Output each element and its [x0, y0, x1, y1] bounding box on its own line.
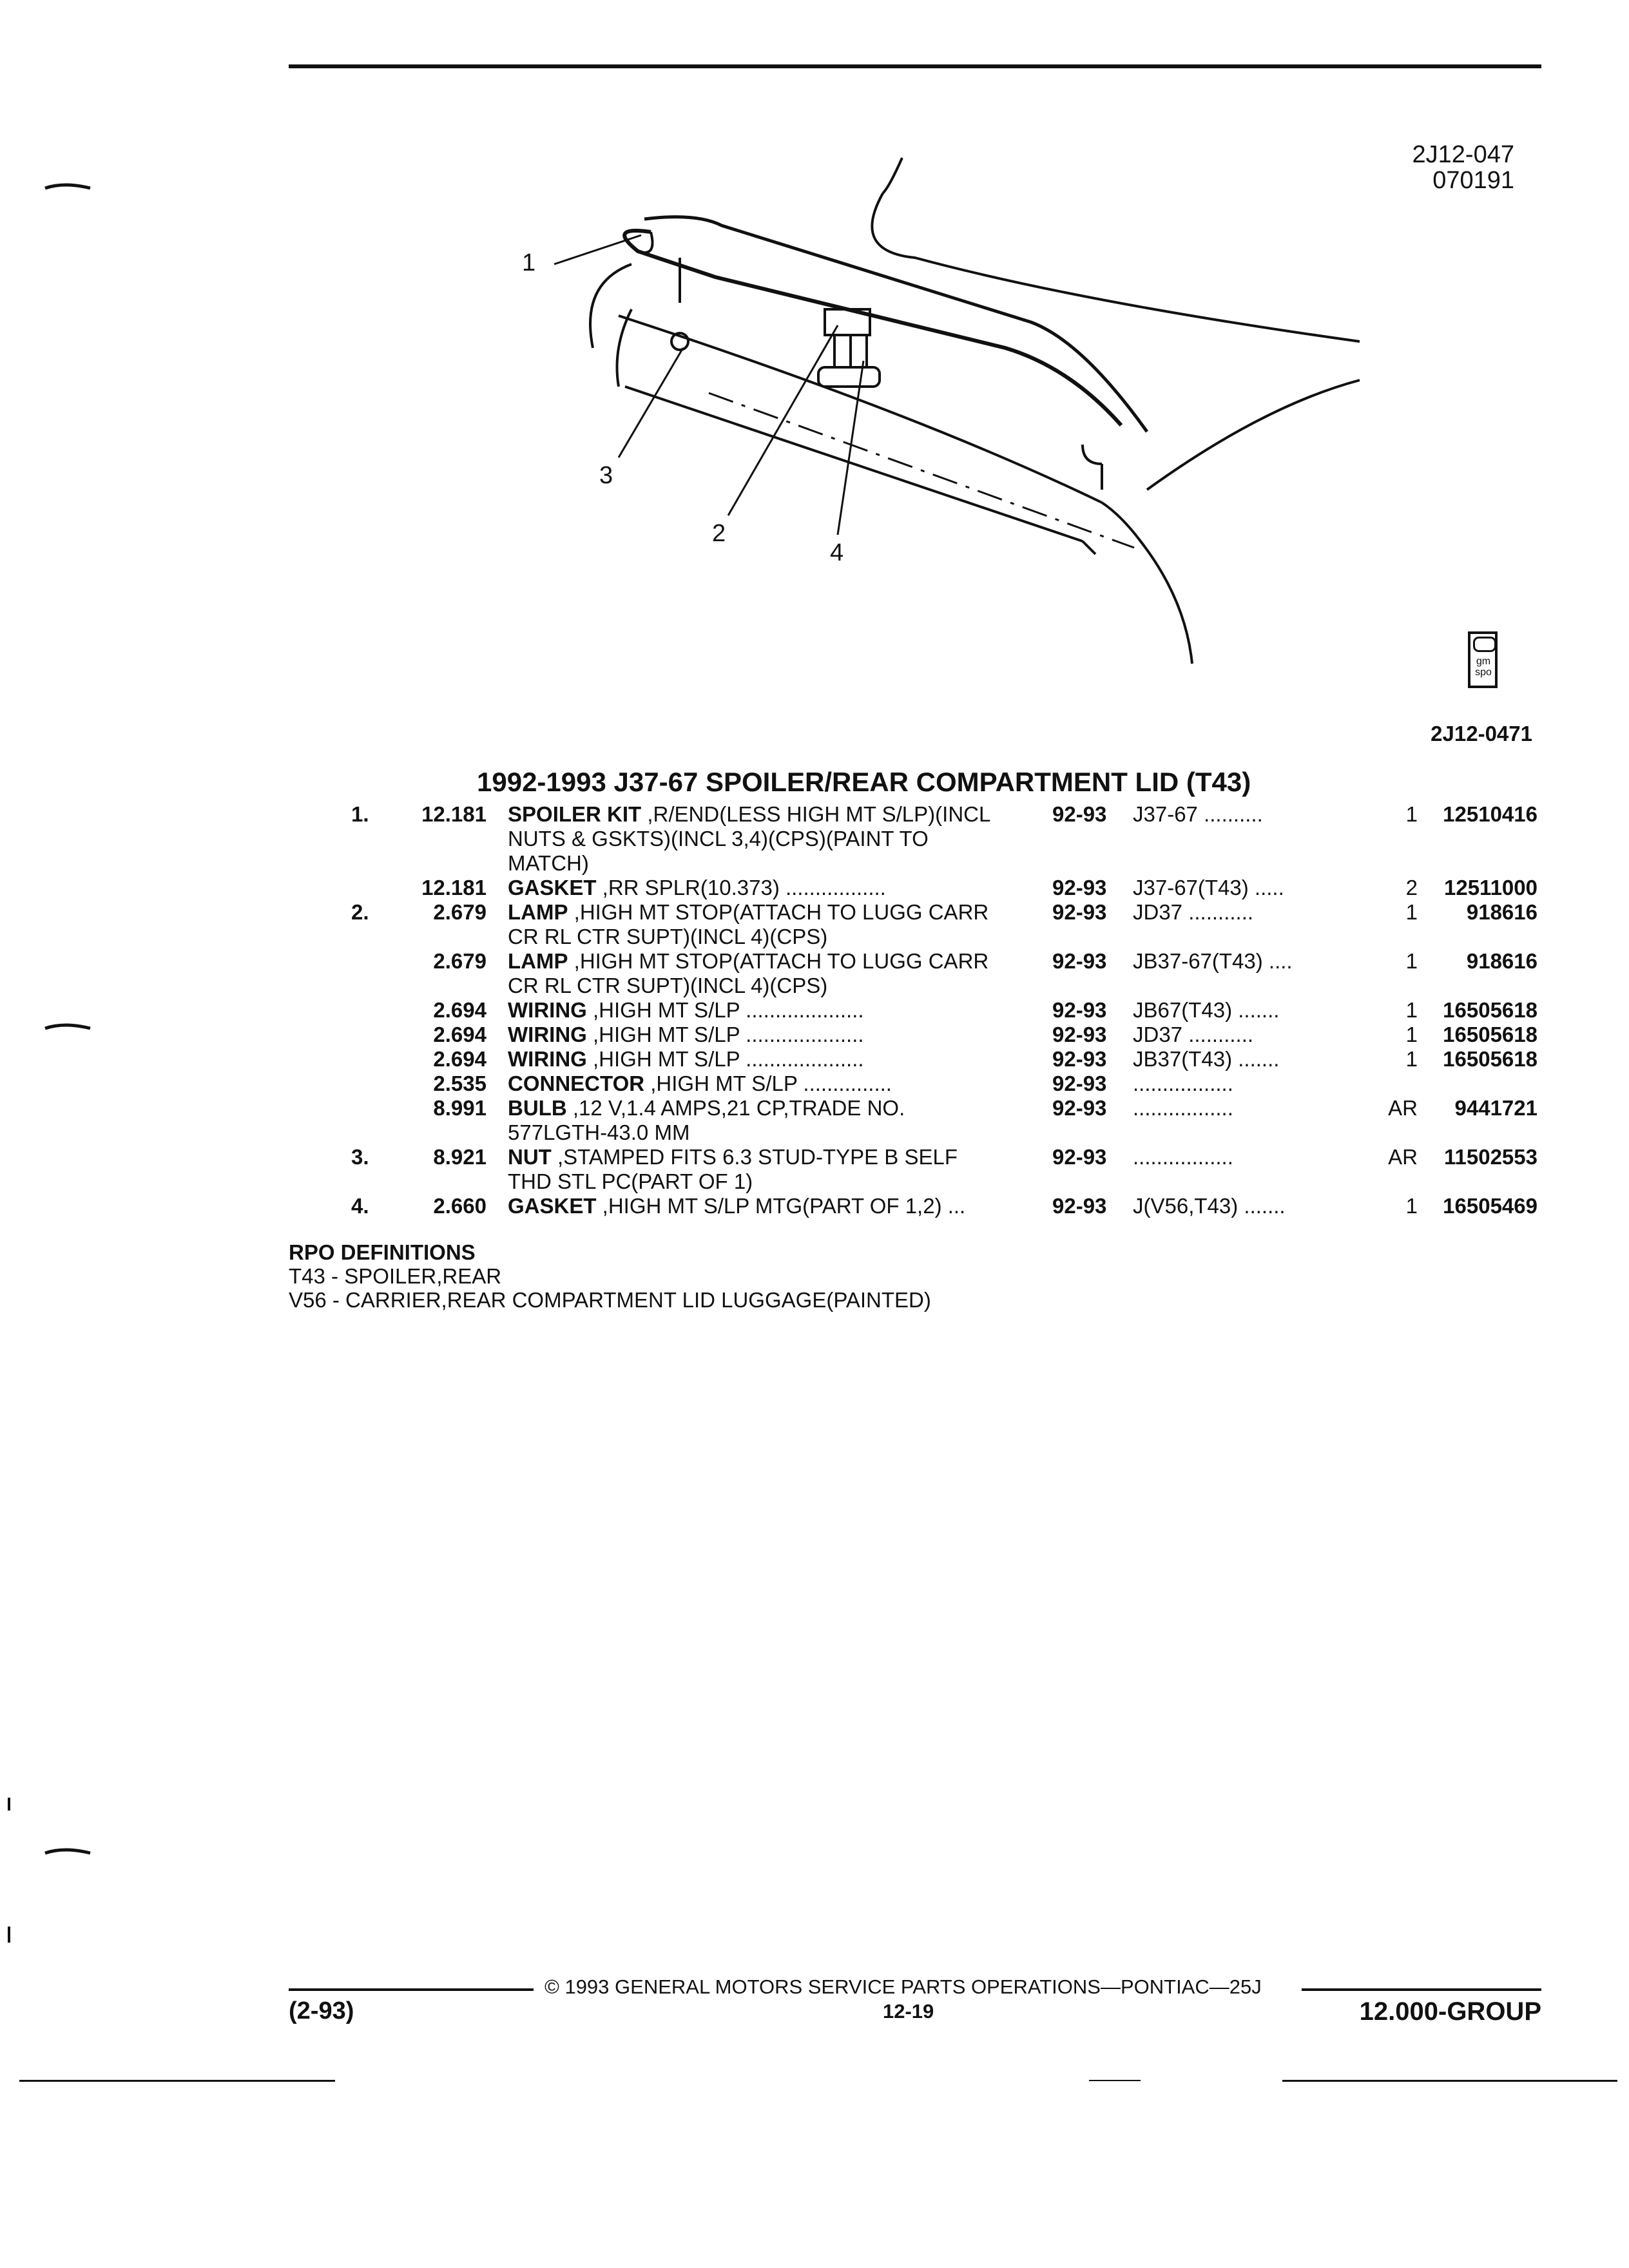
years: 92-93 — [1052, 1145, 1107, 1169]
models: JB67(T43) ....... — [1133, 998, 1280, 1022]
models: ................. — [1133, 1145, 1233, 1169]
group-label: 12.000-GROUP — [1359, 1997, 1541, 2026]
illustration-code-line2: 070191 — [1432, 167, 1514, 194]
group-number: 2.660 — [433, 1194, 487, 1218]
table-row — [0, 949, 1547, 974]
footer-rule-right — [1302, 1988, 1541, 1991]
callout-1: 1 — [522, 249, 536, 276]
part-desc: ,STAMPED FITS 6.3 STUD-TYPE B SELF — [551, 1145, 958, 1169]
quantity: 1 — [1405, 900, 1418, 924]
group-number: 2.535 — [433, 1072, 487, 1095]
section-title: 1992-1993 J37-67 SPOILER/REAR COMPARTMENT LID (T43) — [477, 767, 1251, 797]
description — [508, 900, 988, 925]
part-desc: ,HIGH MT S/LP .................... — [586, 998, 864, 1022]
group-number: 12.181 — [421, 876, 487, 899]
part-name: LAMP — [508, 900, 568, 924]
years: 92-93 — [1052, 1047, 1107, 1071]
rpo-line: T43 - SPOILER,REAR — [289, 1264, 502, 1288]
part-desc: ,HIGH MT S/LP .................... — [586, 1023, 864, 1046]
group-number: 2.679 — [433, 949, 487, 973]
description-continued: CR RL CTR SUPT)(INCL 4)(CPS) — [508, 925, 828, 948]
models: ................. — [1133, 1072, 1233, 1095]
table-row — [0, 802, 1547, 827]
page-number: 12-19 — [883, 2000, 934, 2023]
part-desc: ,RR SPLR(10.373) ................. — [596, 876, 886, 899]
description — [508, 1047, 864, 1072]
description-continued: THD STL PC(PART OF 1) — [508, 1169, 753, 1193]
ref-number: 3. — [351, 1145, 369, 1169]
group-number: 12.181 — [421, 802, 487, 826]
table-row — [0, 1096, 1547, 1120]
group-number: 8.991 — [433, 1096, 487, 1120]
callout-4: 4 — [830, 539, 844, 566]
copyright: © 1993 GENERAL MOTORS SERVICE PARTS OPERATIONS—PONTIAC—25J — [545, 1975, 1262, 1998]
revision-date: (2-93) — [289, 1997, 354, 2024]
quantity: 1 — [1405, 1023, 1418, 1046]
quantity: 2 — [1405, 876, 1418, 899]
description — [508, 1194, 965, 1218]
years: 92-93 — [1052, 998, 1107, 1022]
part-number: 918616 — [1466, 900, 1537, 924]
part-number: 16505469 — [1443, 1194, 1537, 1218]
part-desc: ,HIGH MT S/LP .................... — [586, 1047, 864, 1071]
table-row — [0, 998, 1547, 1023]
group-number: 2.694 — [433, 1047, 487, 1071]
description — [508, 876, 886, 900]
rpo-heading: RPO DEFINITIONS — [289, 1240, 476, 1264]
part-name: LAMP — [508, 949, 568, 973]
scan-line-mid — [1089, 2080, 1141, 2081]
models: ................. — [1133, 1096, 1233, 1120]
ref-number: 4. — [351, 1194, 369, 1218]
part-number: 16505618 — [1443, 1047, 1537, 1071]
models: JB37(T43) ....... — [1133, 1047, 1280, 1071]
callout-3: 3 — [599, 462, 613, 489]
description — [508, 949, 988, 974]
part-number: 16505618 — [1443, 1023, 1537, 1046]
table-row — [0, 876, 1547, 900]
illustration-code-line1: 2J12-047 — [1412, 141, 1514, 168]
table-row — [0, 1145, 1547, 1169]
table-row — [0, 1072, 1547, 1096]
quantity: AR — [1388, 1145, 1418, 1169]
description — [508, 1072, 892, 1096]
part-number: 16505618 — [1443, 998, 1537, 1022]
description — [508, 1145, 958, 1169]
part-name: GASKET — [508, 876, 597, 899]
table-row — [0, 1047, 1547, 1072]
part-desc: ,HIGH MT STOP(ATTACH TO LUGG CARR — [568, 900, 989, 924]
figure-code: 2J12-0471 — [1431, 722, 1532, 745]
part-name: BULB — [508, 1096, 567, 1120]
part-number: 12510416 — [1443, 802, 1537, 826]
ref-number: 2. — [351, 900, 369, 924]
years: 92-93 — [1052, 949, 1107, 973]
ref-number: 1. — [351, 802, 369, 826]
years: 92-93 — [1052, 876, 1107, 899]
part-desc: ,12 V,1.4 AMPS,21 CP,TRADE NO. — [566, 1096, 905, 1120]
years: 92-93 — [1052, 900, 1107, 924]
part-name: WIRING — [508, 1023, 587, 1046]
years: 92-93 — [1052, 1096, 1107, 1120]
table-row — [0, 1194, 1547, 1218]
years: 92-93 — [1052, 1072, 1107, 1095]
description — [508, 802, 990, 827]
description-continued: MATCH) — [508, 851, 589, 875]
group-number: 2.679 — [433, 900, 487, 924]
models: JB37-67(T43) .... — [1133, 949, 1293, 973]
description-continued: 577LGTH-43.0 MM — [508, 1120, 690, 1144]
quantity: 1 — [1405, 802, 1418, 826]
callout-2: 2 — [712, 520, 726, 547]
part-name: NUT — [508, 1145, 552, 1169]
years: 92-93 — [1052, 1194, 1107, 1218]
quantity: 1 — [1405, 1047, 1418, 1071]
part-number: 11502553 — [1443, 1145, 1537, 1169]
footer-rule-left — [289, 1988, 534, 1991]
description — [508, 998, 864, 1023]
quantity: 1 — [1405, 949, 1418, 973]
table-row — [0, 900, 1547, 925]
part-number: 9441721 — [1454, 1096, 1537, 1120]
models: J(V56,T43) ....... — [1133, 1194, 1286, 1218]
rpo-line: V56 - CARRIER,REAR COMPARTMENT LID LUGGAGE(PAINTED) — [289, 1288, 931, 1312]
table-row — [0, 1023, 1547, 1047]
models: JD37 ........... — [1133, 900, 1254, 924]
group-number: 2.694 — [433, 998, 487, 1022]
description-continued: CR RL CTR SUPT)(INCL 4)(CPS) — [508, 974, 828, 997]
quantity: 1 — [1405, 998, 1418, 1022]
logo-text: gm spo — [1475, 656, 1492, 678]
models: J37-67(T43) ..... — [1133, 876, 1284, 899]
scan-line-left — [19, 2080, 335, 2082]
quantity: AR — [1388, 1096, 1418, 1120]
models: JD37 ........... — [1133, 1023, 1254, 1046]
part-number: 918616 — [1466, 949, 1537, 973]
part-desc: ,HIGH MT S/LP ............... — [644, 1072, 892, 1095]
part-name: SPOILER KIT — [508, 802, 642, 826]
part-name: WIRING — [508, 1047, 587, 1071]
part-desc: ,R/END(LESS HIGH MT S/LP)(INCL — [641, 802, 991, 826]
description — [508, 1096, 905, 1120]
part-name: WIRING — [508, 998, 587, 1022]
models: J37-67 .......... — [1133, 802, 1263, 826]
description-continued: NUTS & GSKTS)(INCL 3,4)(CPS)(PAINT TO — [508, 827, 929, 850]
group-number: 8.921 — [433, 1145, 487, 1169]
description — [508, 1023, 864, 1047]
part-name: GASKET — [508, 1194, 597, 1218]
scan-line-right — [1282, 2080, 1617, 2082]
years: 92-93 — [1052, 1023, 1107, 1046]
years: 92-93 — [1052, 802, 1107, 826]
part-number: 12511000 — [1443, 876, 1537, 899]
part-desc: ,HIGH MT S/LP MTG(PART OF 1,2) ... — [596, 1194, 966, 1218]
group-number: 2.694 — [433, 1023, 487, 1046]
quantity: 1 — [1405, 1194, 1418, 1218]
part-desc: ,HIGH MT STOP(ATTACH TO LUGG CARR — [568, 949, 989, 973]
part-name: CONNECTOR — [508, 1072, 645, 1095]
